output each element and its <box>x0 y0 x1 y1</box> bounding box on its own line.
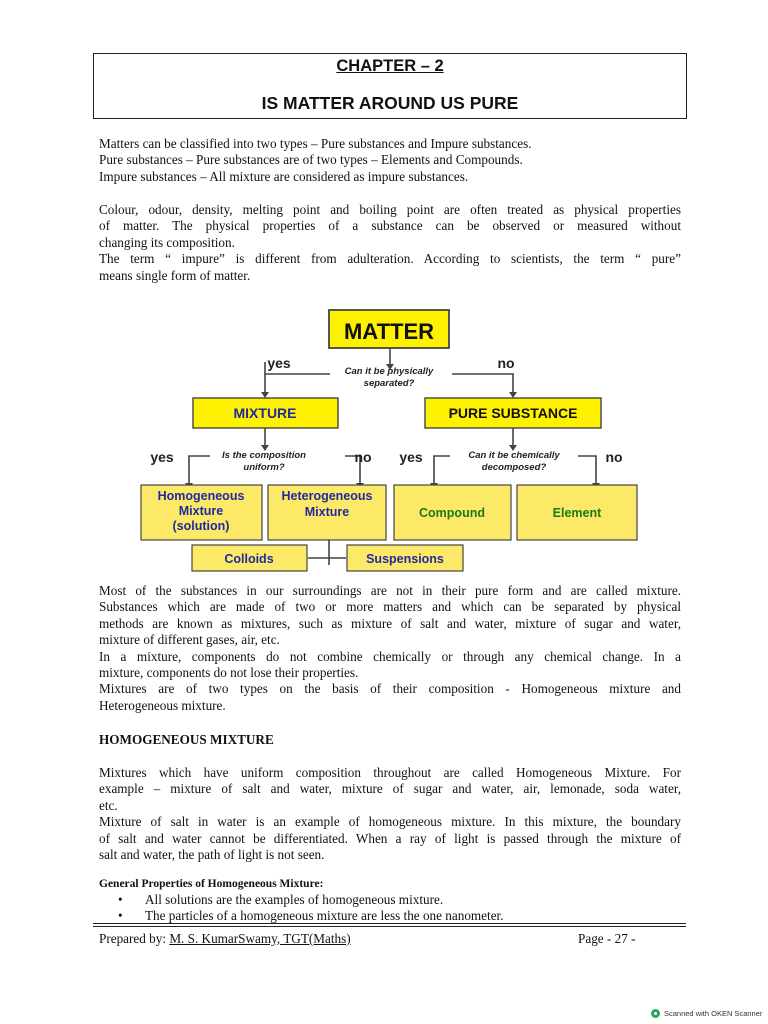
homogeneous-label-line1: Homogeneous <box>157 489 245 503</box>
footer-divider <box>93 923 686 924</box>
page-number: Page - 27 - <box>578 931 636 946</box>
text-line: In a mixture, components do not combine chemically or through any chemical change. In a <box>99 648 681 664</box>
question-chemical-line1: Can it be chemically <box>468 450 560 461</box>
text-line: salt and water, the path of light is not seen. <box>99 847 325 863</box>
text-line: mixture of different gases, air, etc. <box>99 632 280 648</box>
question-chemical-line2: decomposed? <box>481 462 547 473</box>
scanner-watermark <box>651 1009 762 1018</box>
homogeneous-label-line2: Mixture <box>178 504 224 518</box>
text-line: Substances which are made of two or more matters and which can be separated by physical <box>99 599 681 615</box>
text-line: Heterogeneous mixture. <box>99 697 226 713</box>
properties-heading: General Properties of Homogeneous Mixture: <box>99 878 324 890</box>
heterogeneous-label-line2: Mixture <box>304 505 350 519</box>
homogeneous-paragraph <box>99 765 681 863</box>
text-line: Mixture of salt in water is an example of homogeneous mixture. In this mixture, the boundary <box>99 814 681 830</box>
text-line: Mixtures which have uniform composition throughout are called Homogeneous Mixture. For <box>99 765 681 780</box>
yes-label: yes <box>150 449 174 465</box>
pure-substance-label: PURE SUBSTANCE <box>448 405 578 421</box>
text-line: Colour, odour, density, melting point and boiling point are often treated as physical properties <box>99 202 681 217</box>
element-label: Element <box>552 506 602 520</box>
homogeneous-heading: HOMOGENEOUS MIXTURE <box>99 732 274 747</box>
list-item: • The particles of a homogeneous mixture are less the one nanometer. <box>118 908 504 924</box>
chapter-title: IS MATTER AROUND US PURE <box>261 93 519 113</box>
suspensions-label: Suspensions <box>366 552 444 566</box>
watermark-text: Scanned with OKEN Scanner <box>664 1009 763 1018</box>
author-name: M. S. KumarSwamy, TGT(Maths) <box>169 931 351 946</box>
list-item: • All solutions are the examples of homogeneous mixture. <box>118 892 504 908</box>
text-line: mixture, components do not lose their properties. <box>99 665 359 681</box>
text-line: Most of the substances in our surroundings are not in their pure form and are called mixture. <box>99 583 681 598</box>
footer-divider <box>93 926 686 927</box>
text-line: Pure substances – Pure substances are of two types – Elements and Compounds. <box>99 152 523 168</box>
text-line: changing its composition. <box>99 234 235 250</box>
no-label: no <box>497 355 515 371</box>
text-line: Mixtures are of two types on the basis of their composition - Homogeneous mixture and <box>99 681 681 697</box>
matter-label: MATTER <box>343 319 435 344</box>
properties-list <box>118 892 504 924</box>
question-uniform-line1: Is the composition <box>222 450 306 461</box>
chapter-number: CHAPTER – 2 <box>336 57 444 75</box>
scanner-logo-icon <box>651 1009 660 1018</box>
yes-label: yes <box>399 449 423 465</box>
text-line: means single form of matter. <box>99 267 251 283</box>
text-line: Matters can be classified into two types – Pure substances and Impure substances. <box>99 136 532 151</box>
question-physical-line1: Can it be physically <box>344 366 434 377</box>
prepared-label: Prepared by: <box>99 931 170 946</box>
no-label: no <box>354 449 372 465</box>
text-line: of salt and water cannot be differentiated. When a ray of light is passed through the mixture of <box>99 830 681 846</box>
text-line: Impure substances – All mixture are considered as impure substances. <box>99 168 469 184</box>
mixture-label: MIXTURE <box>233 405 297 421</box>
text-line: example – mixture of salt and water, mixture of sugar and water, air, lemonade, soda water, <box>99 781 681 797</box>
question-uniform-line2: uniform? <box>243 462 285 473</box>
footer-author <box>99 931 351 947</box>
text-line: of matter. The physical properties of a substance can be observed or measured without <box>99 218 681 234</box>
text-line: The term “ impure” is different from adulteration. According to scientists, the term “ pure” <box>99 251 681 267</box>
compound-label: Compound <box>419 506 485 520</box>
question-physical-line2: separated? <box>363 378 415 389</box>
text-line: etc. <box>99 797 118 813</box>
no-label: no <box>605 449 623 465</box>
heterogeneous-label-line1: Heterogeneous <box>281 489 373 503</box>
text-line: methods are known as mixtures, such as mixture of salt and water, mixture of sugar and water, <box>99 615 681 631</box>
yes-label: yes <box>267 355 291 371</box>
colloids-label: Colloids <box>224 552 274 566</box>
mixture-paragraph <box>99 583 681 714</box>
homogeneous-label-line3: (solution) <box>172 519 230 533</box>
